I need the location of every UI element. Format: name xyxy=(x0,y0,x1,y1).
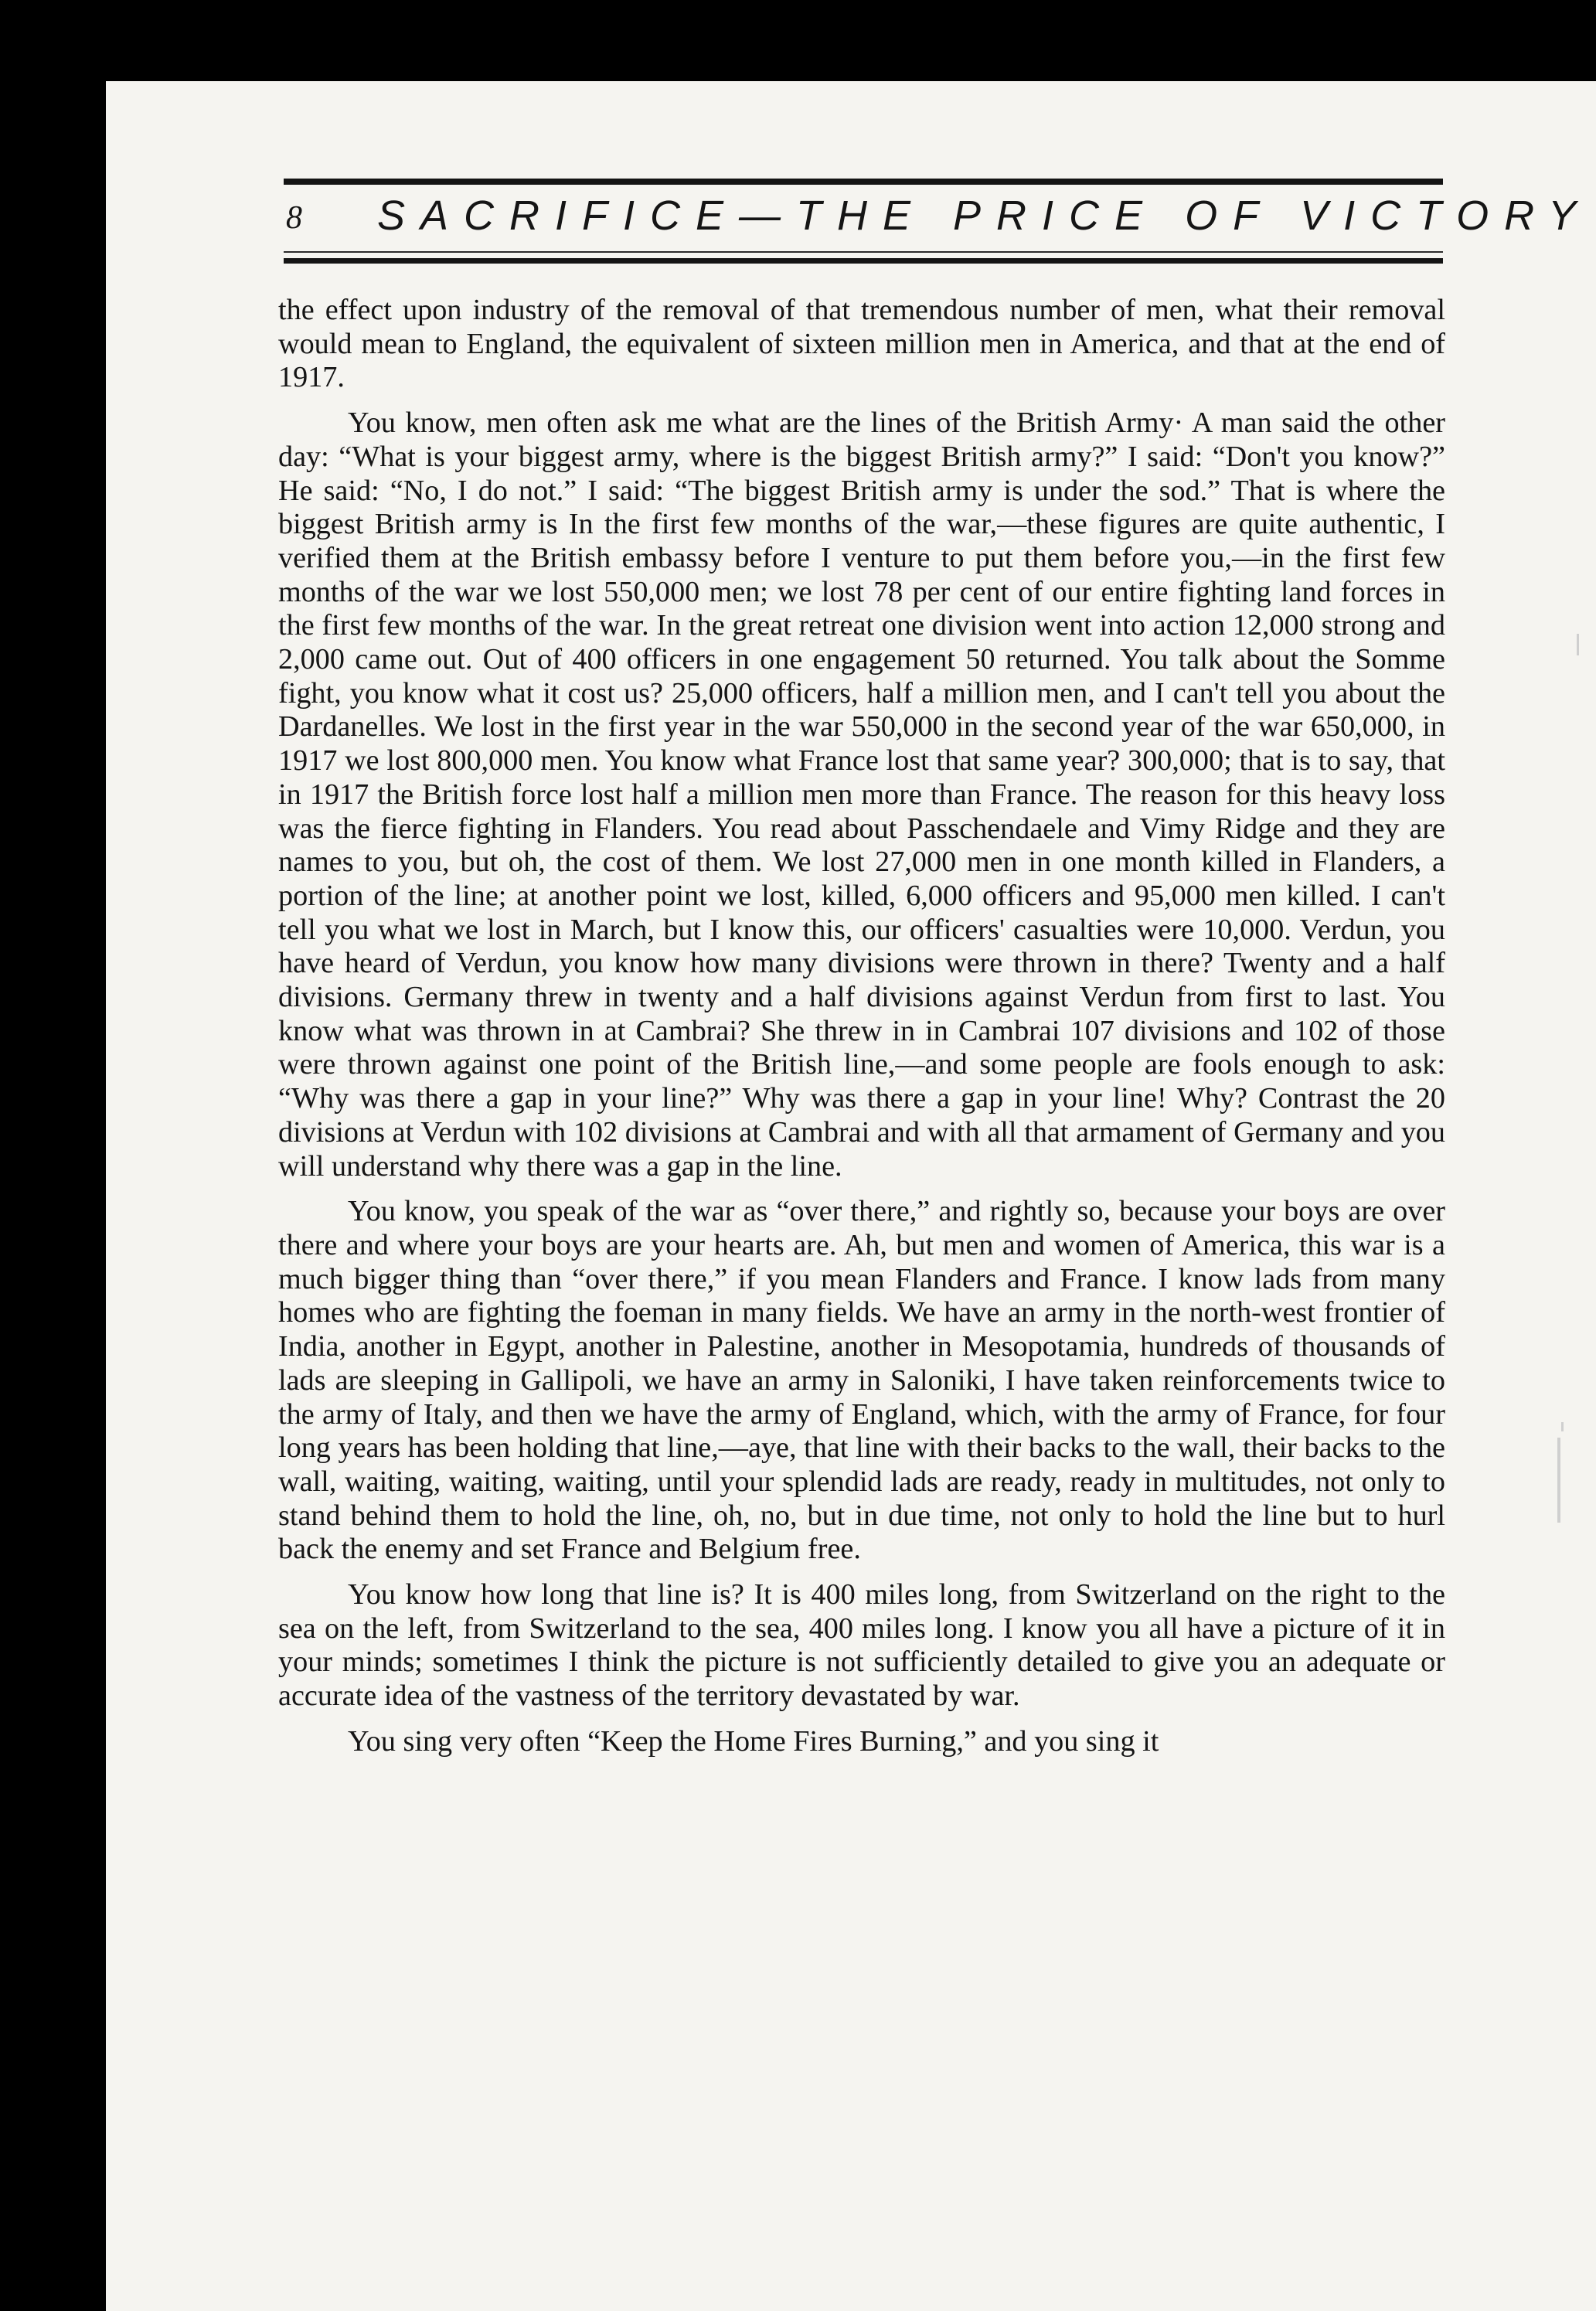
paragraph-home-fires: You sing very often “Keep the Home Fires Burning,” and you sing it xyxy=(348,1724,1159,1758)
header-rule-top xyxy=(284,179,1443,185)
page-number: 8 xyxy=(286,200,302,236)
body-text xyxy=(278,294,1445,1771)
paragraph-continued: the effect upon industry of the removal of that tremendous number of men, what their removal would mean to England, the equivalent of sixteen million men in America, and that at the end of 1917. xyxy=(278,294,1445,394)
header-rule-bottom xyxy=(284,258,1443,264)
margin-mark xyxy=(1561,1422,1564,1431)
margin-mark xyxy=(1557,1438,1560,1523)
running-header xyxy=(286,192,1592,246)
header-rule-thin xyxy=(284,251,1443,253)
margin-mark xyxy=(1577,634,1579,655)
paragraph-british-army: You know, men often ask me what are the lines of the British Army· A man said the other day: “What is your biggest army, where is the biggest British army?” I said: “Don't you know?” He said: “No, I do not.” I said: “The biggest British army is under the sod.” That is where the biggest British army is In the first few months of the war,—these figures are quite authentic, I verified them at the British embassy before I venture to put them before you,—in the first few months of the war we lost 550,000 men; we lost 78 per cent of our entire fighting land forces in the first few months of the war. In the great retreat one division went into action 12,000 strong and 2,000 came out. Out of 400 officers in one engagement 50 returned. You talk about the Somme fight, you know what it cost us? 25,000 officers, half a million men, and I can't tell you about the Dardanelles. We lost in the first year in the war 550,000 in the second year of the war 650,000, in 1917 we lost 800,000 men. You know what France lost that same year? 300,000; that is to say, that in 1917 the British force lost half a million men more than France. The reason for this heavy loss was the fierce fighting in Flanders. You read about Passchendaele and Vimy Ridge and they are names to you, but oh, the cost of them. We lost 27,000 men in one month killed in Flanders, a portion of the line; at another point we lost, killed, 6,000 officers and 95,000 men killed. I can't tell you what we lost in March, but I know this, our officers' casualties were 10,000. Verdun, you have heard of Verdun, you know how many divisions were thrown in there? Twenty and a half divisions. Germany threw in twenty and a half divisions against Verdun from first to last. You know what was thrown in at Cambrai? She threw in in Cambrai 107 divisions and 102 of those were thrown against one point of the British line,—and some people are fools enough to ask: “Why was there a gap in your line?” Why was there a gap in your line! Why? Contrast the 20 divisions at Verdun with 102 divisions at Cambrai and with all that armament of Germany and you will understand why there was a gap in the line. xyxy=(278,407,1445,1183)
paragraph-over-there: You know, you speak of the war as “over there,” and rightly so, because your boys are over there and where your boys are your hearts are. Ah, but men and women of America, this war is a much bigger thing than “over there,” if you mean Flanders and France. I know lads from many homes who are fighting the foeman in many fields. We have an army in the north-west frontier of India, another in Egypt, another in Palestine, another in Mesopotamia, hundreds of thousands of lads are sleeping in Gallipoli, we have an army in Saloniki, I have taken reinforcements twice to the army of Italy, and then we have the army of England, which, with the army of France, for four long years has been holding that line,—aye, that line with their backs to the wall, their backs to the wall, waiting, waiting, waiting, until your splendid lads are ready, ready in multitudes, not only to stand behind them to hold the line, oh, no, but in due time, not only to hold the line but to hurl back the enemy and set France and Belgium free. xyxy=(278,1195,1445,1566)
paragraph-line-length: You know how long that line is? It is 400 miles long, from Switzerland on the right to the sea on the left, from Switzerland to the sea, 400 miles long. I know you all have a picture of it in your minds; sometimes I think the picture is not sufficiently detailed to give you an adequate or accurate idea of the vastness of the territory devastated by war. xyxy=(278,1578,1445,1713)
running-title: SACRIFICE—THE PRICE OF VICTORY xyxy=(377,192,1592,239)
